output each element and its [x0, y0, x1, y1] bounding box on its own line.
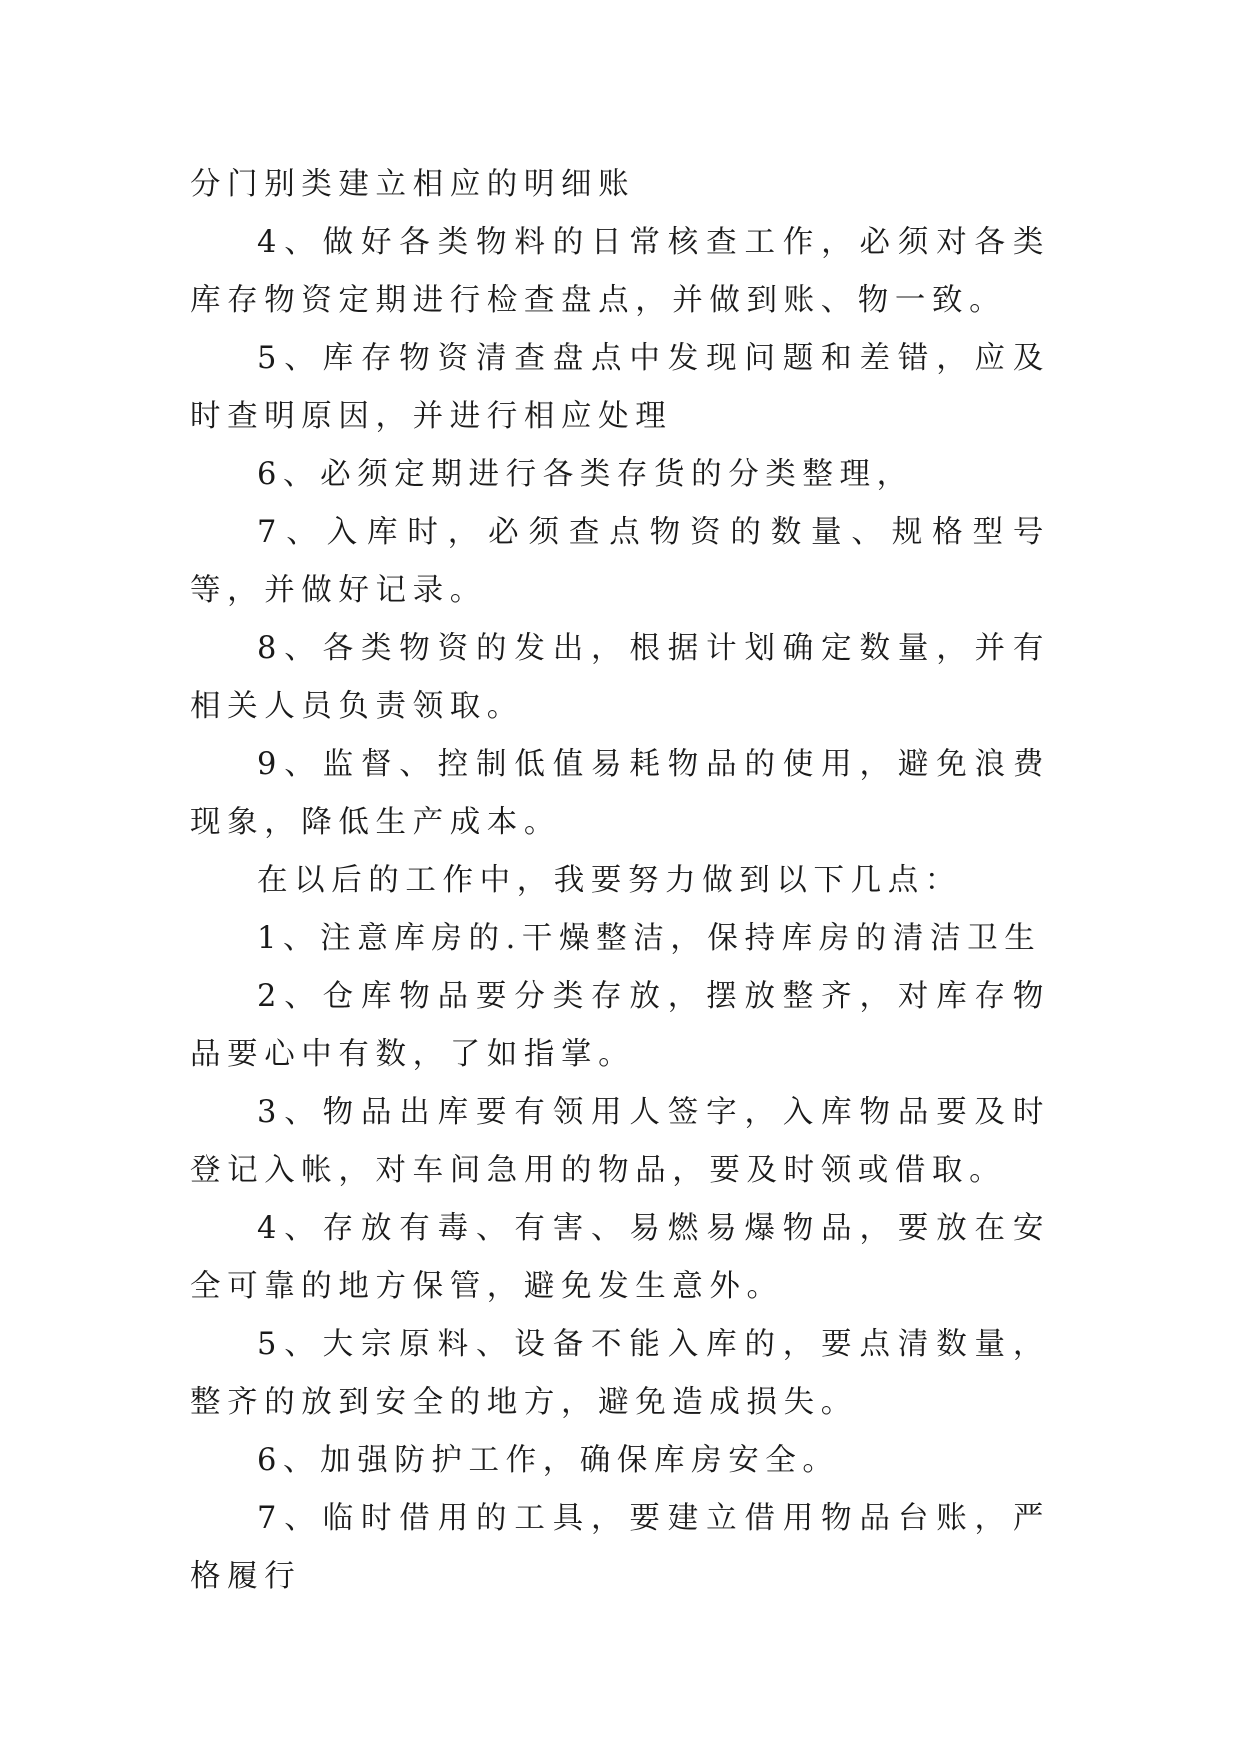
paragraph-future-7-tools: 7、临时借用的工具，要建立借用物品台账，严格履行 [190, 1501, 1050, 1594]
paragraph-item-6-sorting: 6、必须定期进行各类存货的分类整理， [257, 457, 914, 492]
paragraph-item-9-consumables: 9、监督、控制低值易耗物品的使用，避免浪费现象，降低生产成本。 [190, 747, 1050, 840]
paragraph-item-8-issuing: 8、各类物资的发出，根据计划确定数量，并有相关人员负责领取。 [190, 631, 1050, 724]
paragraph-future-3-outbound: 3、物品出库要有领用人签字，入库物品要及时登记入帐，对车间急用的物品，要及时领或借取。 [190, 1095, 1050, 1188]
paragraph-item-4-inventory-check: 4、做好各类物料的日常核查工作，必须对各类库存物资定期进行检查盘点，并做到账、物一致。 [190, 225, 1050, 318]
paragraph-future-intro: 在以后的工作中，我要努力做到以下几点： [257, 863, 962, 898]
paragraph-item-5-discrepancy: 5、库存物资清查盘点中发现问题和差错，应及时查明原因，并进行相应处理 [190, 341, 1050, 434]
paragraph-continuation: 分门别类建立相应的明细账 [190, 167, 636, 202]
paragraph-future-4-hazardous: 4、存放有毒、有害、易燃易爆物品，要放在安全可靠的地方保管，避免发生意外。 [190, 1211, 1050, 1304]
paragraph-future-5-bulk: 5、大宗原料、设备不能入库的，要点清数量，整齐的放到安全的地方，避免造成损失。 [190, 1327, 1050, 1420]
paragraph-future-2-storage: 2、仓库物品要分类存放，摆放整齐，对库存物品要心中有数，了如指掌。 [190, 979, 1050, 1072]
document-body [190, 156, 1050, 1606]
paragraph-future-6-security: 6、加强防护工作，确保库房安全。 [257, 1443, 840, 1478]
paragraph-item-7-receiving: 7、入库时，必须查点物资的数量、规格型号等，并做好记录。 [190, 515, 1050, 608]
paragraph-future-1-cleanliness: 1、注意库房的.干燥整洁，保持库房的清洁卫生 [257, 921, 1042, 956]
